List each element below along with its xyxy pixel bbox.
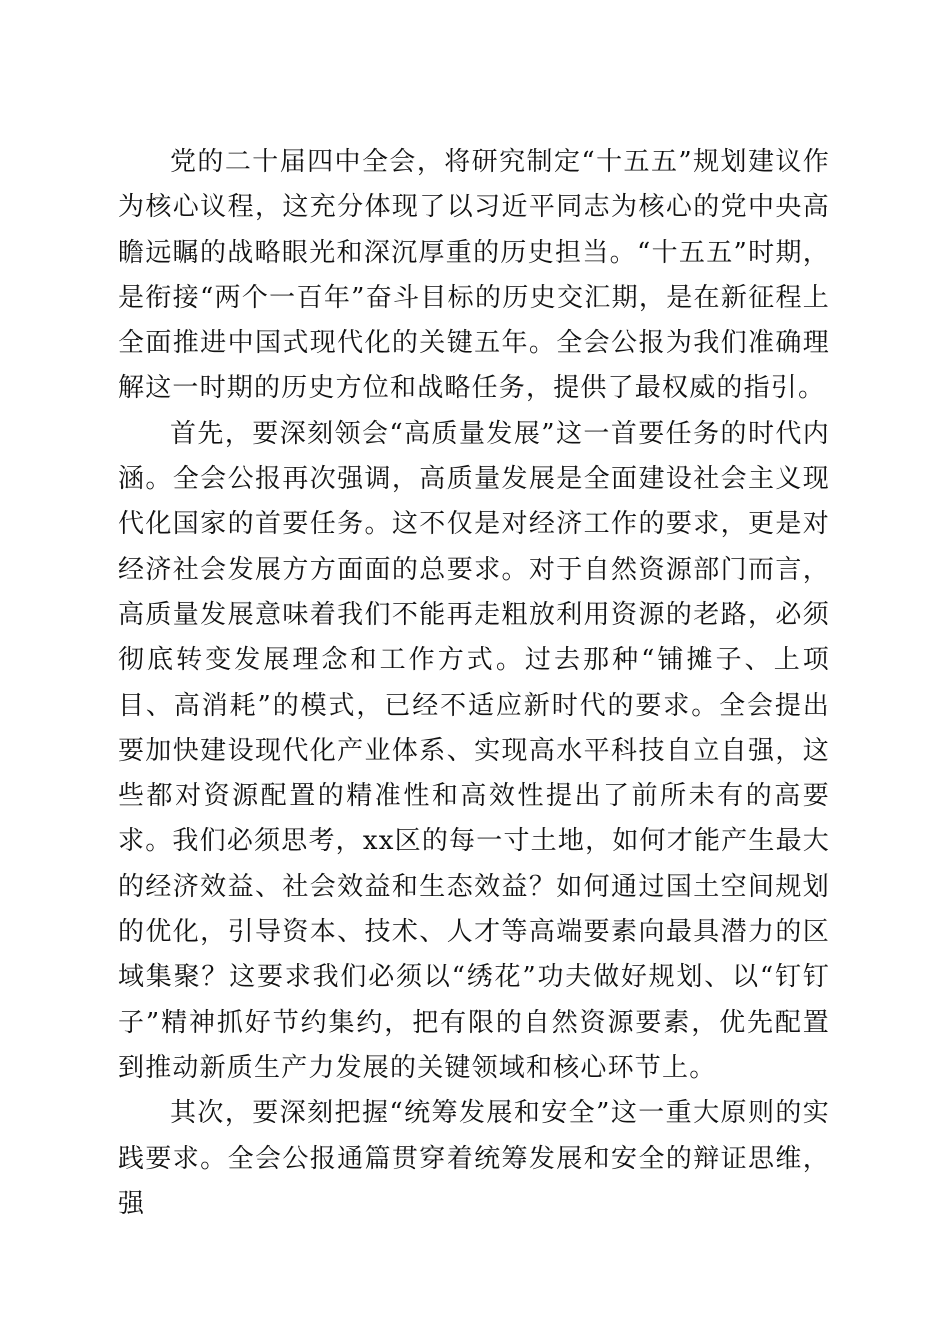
document-body [118,140,830,1227]
paragraph-1: 党的二十届四中全会，将研究制定“十五五”规划建议作为核心议程，这充分体现了以习近平同志为核心的党中央高瞻远瞩的战略眼光和深沉厚重的历史担当。“十五五”时期，是衔接“两个一百年”奋斗目标的历史交汇期，是在新征程上全面推进中国式现代化的关键五年。全会公报为我们准确理解这一时期的历史方位和战略任务，提供了最权威的指引。 [118,147,830,404]
paragraph-3: 其次，要深刻把握“统筹发展和安全”这一重大原则的实践要求。全会公报通篇贯穿着统筹发展和安全的辩证思维，强 [118,1098,830,1219]
paragraph-2: 首先，要深刻领会“高质量发展”这一首要任务的时代内涵。全会公报再次强调，高质量发展是全面建设社会主义现代化国家的首要任务。这不仅是对经济工作的要求，更是对经济社会发展方方面面的总要求。对于自然资源部门而言，高质量发展意味着我们不能再走粗放利用资源的老路，必须彻底转变发展理念和工作方式。过去那种“铺摊子、上项目、高消耗”的模式，已经不适应新时代的要求。全会提出要加快建设现代化产业体系、实现高水平科技自立自强，这些都对资源配置的精准性和高效性提出了前所未有的高要求。我们必须思考，xx区的每一寸土地，如何才能产生最大的经济效益、社会效益和生态效益？如何通过国土空间规划的优化，引导资本、技术、人才等高端要素向最具潜力的区域集聚？这要求我们必须以“绣花”功夫做好规划、以“钉钉子”精神抓好节约集约，把有限的自然资源要素，优先配置到推动新质生产力发展的关键领域和核心环节上。 [118,418,830,1083]
